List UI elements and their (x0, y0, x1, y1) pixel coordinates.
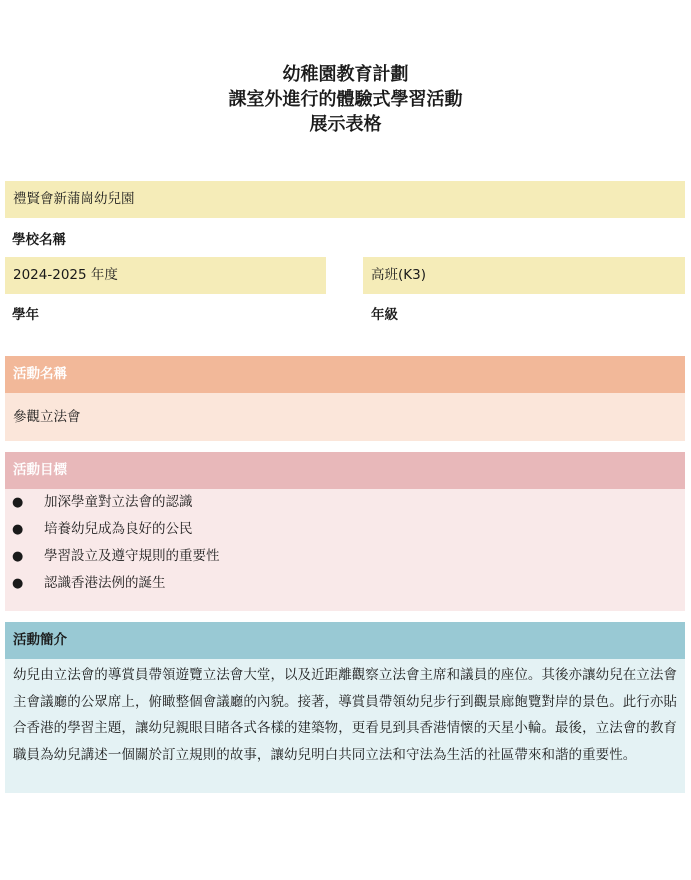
goal-item (5, 570, 685, 597)
activity-intro-panel (5, 659, 685, 793)
goal-text: 培養幼兒成為良好的公民 (44, 521, 193, 537)
document-form-title: 展示表格 (309, 114, 382, 135)
activity-intro-header: 活動簡介 (5, 622, 685, 659)
activity-name-panel (5, 393, 685, 441)
activity-goals-panel (5, 489, 685, 611)
school-name-field: 禮賢會新蒲崗幼兒園 (5, 181, 685, 218)
document-title: 幼稚園教育計劃 (282, 64, 409, 85)
goal-item (5, 516, 685, 543)
activity-intro-text: 幼兒由立法會的導賞員帶領遊覽立法會大堂，以及近距離觀察立法會主席和議員的座位。其後亦讓幼兒在立法會主會議廳的公眾席上，俯瞰整個會議廳的內貌。接著，導賞員帶領幼兒步行到觀景廊飽覽對岸的景色。此行亦貼合香港的學習主題，讓幼兒親眼目睹各式各樣的建築物，更看見到具香港情懷的天星小輪。最後，立法會的教育職員為幼兒講述一個關於訂立規則的故事，讓幼兒明白共同立法和守法為生活的社區帶來和諧的重要性。 (13, 667, 677, 763)
activity-goals-header: 活動目標 (5, 452, 685, 489)
bullet-icon: ● (12, 495, 24, 510)
school-year-field: 2024-2025 年度 (5, 257, 326, 294)
bullet-icon: ● (12, 549, 24, 564)
activity-name-value: 參觀立法會 (13, 409, 81, 425)
goal-text: 加深學童對立法會的認識 (44, 494, 193, 510)
grade-label: 年級 (371, 307, 398, 323)
document-subtitle: 課室外進行的體驗式學習活動 (228, 89, 463, 110)
grade-field: 高班(K3) (363, 257, 685, 294)
goal-item (5, 543, 685, 570)
bullet-icon: ● (12, 522, 24, 537)
school-year-label: 學年 (12, 307, 39, 323)
bullet-icon: ● (12, 576, 24, 591)
goal-text: 學習設立及遵守規則的重要性 (44, 548, 220, 564)
school-name-label: 學校名稱 (12, 232, 66, 248)
activity-name-header: 活動名稱 (5, 356, 685, 393)
goal-text: 認識香港法例的誕生 (44, 575, 166, 591)
goal-item (5, 489, 685, 516)
